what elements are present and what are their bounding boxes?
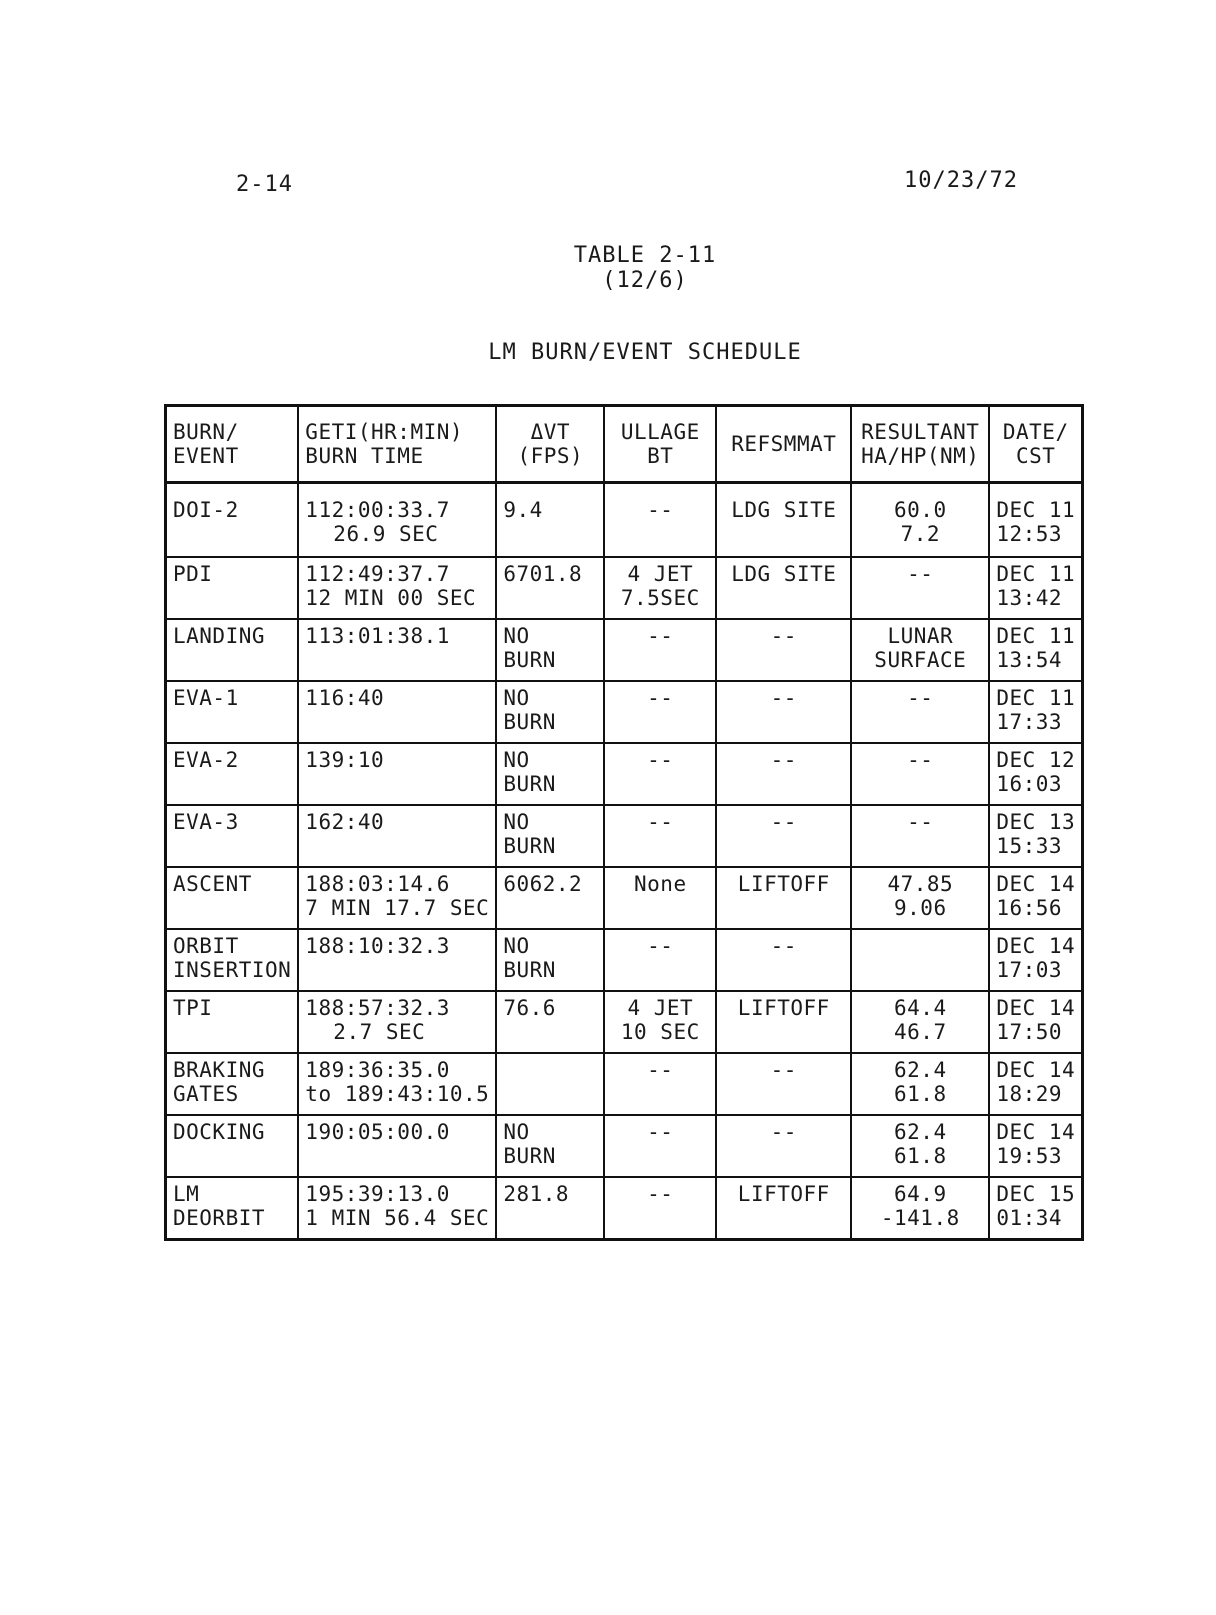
cell-date (989, 1053, 1082, 1115)
cell-line: BURN (503, 958, 556, 982)
table-header-row (166, 406, 1083, 483)
cell-line: -- (770, 810, 797, 834)
cell-line: None (634, 872, 687, 896)
cell-event (166, 743, 299, 805)
cell-geti (298, 743, 496, 805)
cell-line: 64.9 (894, 1182, 947, 1206)
cell-line: -- (907, 810, 934, 834)
cell-line: -- (647, 810, 674, 834)
table-row (166, 483, 1083, 558)
cell-resultant (851, 619, 989, 681)
cell-delta-v (496, 483, 604, 558)
cell-line: 62.4 (894, 1058, 947, 1082)
cell-line: -- (647, 498, 674, 522)
cell-line: -- (647, 1058, 674, 1082)
cell-line: 16:03 (996, 772, 1063, 796)
cell-geti (298, 867, 496, 929)
cell-line: to 189:43:10.5 (305, 1082, 490, 1106)
cell-delta-v (496, 557, 604, 619)
cell-line: -- (770, 934, 797, 958)
table-row (166, 1115, 1083, 1177)
cell-line: LIFTOFF (737, 1182, 830, 1206)
cell-ullage (604, 483, 716, 558)
cell-line: BURN (503, 1144, 556, 1168)
cell-line: 61.8 (894, 1082, 947, 1106)
cell-line: DEC 14 (996, 1058, 1076, 1082)
cell-resultant (851, 991, 989, 1053)
cell-line: 188:57:32.3 (305, 996, 450, 1020)
cell-line: 7.2 (900, 522, 941, 546)
cell-line: 4 JET (627, 562, 694, 586)
table-row (166, 743, 1083, 805)
cell-line: DEORBIT (173, 1206, 266, 1230)
cell-line: 189:36:35.0 (305, 1058, 450, 1082)
cell-line: 162:40 (305, 810, 385, 834)
cell-delta-v (496, 681, 604, 743)
cell-line: DEC 13 (996, 810, 1076, 834)
table-row (166, 991, 1083, 1053)
cell-line: 7.5SEC (620, 586, 700, 610)
cell-event (166, 681, 299, 743)
cell-line: DOCKING (173, 1120, 266, 1144)
header-refsmmat: REFSMMAT (716, 406, 851, 483)
cell-resultant (851, 483, 989, 558)
cell-event (166, 867, 299, 929)
cell-line: DOI-2 (173, 498, 239, 522)
cell-geti (298, 1115, 496, 1177)
cell-line: NO (503, 810, 530, 834)
cell-line: 17:33 (996, 710, 1063, 734)
cell-line: -- (647, 1182, 674, 1206)
cell-date (989, 619, 1082, 681)
cell-ullage (604, 929, 716, 991)
cell-ullage (604, 805, 716, 867)
cell-line: -- (647, 934, 674, 958)
cell-line: DEC 14 (996, 872, 1076, 896)
cell-line: TPI (173, 996, 213, 1020)
cell-line: 01:34 (996, 1206, 1063, 1230)
cell-line: 139:10 (305, 748, 385, 772)
cell-date (989, 483, 1082, 558)
header-date: DATE/ CST (989, 406, 1082, 483)
cell-ullage (604, 1115, 716, 1177)
cell-refsmmat (716, 1053, 851, 1115)
cell-line: BRAKING (173, 1058, 266, 1082)
table-row (166, 805, 1083, 867)
cell-ullage (604, 867, 716, 929)
cell-delta-v (496, 805, 604, 867)
cell-line: SURFACE (874, 648, 967, 672)
cell-line: LDG SITE (731, 498, 837, 522)
cell-line: 12 MIN 00 SEC (305, 586, 477, 610)
cell-date (989, 743, 1082, 805)
cell-line: 6701.8 (503, 562, 583, 586)
cell-line: -- (770, 624, 797, 648)
cell-line: BURN (503, 648, 556, 672)
cell-resultant (851, 805, 989, 867)
cell-resultant (851, 929, 989, 991)
cell-line: -- (770, 1058, 797, 1082)
cell-line: -- (647, 1120, 674, 1144)
cell-geti (298, 1053, 496, 1115)
cell-line: 26.9 SEC (333, 522, 439, 546)
table-row (166, 557, 1083, 619)
cell-line: 116:40 (305, 686, 385, 710)
cell-line: 6062.2 (503, 872, 583, 896)
cell-line: 12:53 (996, 522, 1063, 546)
cell-refsmmat (716, 991, 851, 1053)
cell-line: -- (647, 748, 674, 772)
table-body (166, 483, 1083, 1240)
cell-line: 4 JET (627, 996, 694, 1020)
cell-line: DEC 15 (996, 1182, 1076, 1206)
cell-resultant (851, 557, 989, 619)
cell-line: 17:03 (996, 958, 1063, 982)
cell-date (989, 1177, 1082, 1240)
cell-ullage (604, 619, 716, 681)
cell-line: 46.7 (894, 1020, 947, 1044)
cell-line: -- (907, 748, 934, 772)
page-number: 2-14 (236, 172, 293, 197)
cell-line: 61.8 (894, 1144, 947, 1168)
cell-date (989, 681, 1082, 743)
cell-line: NO (503, 1120, 530, 1144)
cell-line: 47.85 (887, 872, 954, 896)
cell-line: 1 MIN 56.4 SEC (305, 1206, 490, 1230)
cell-line: LDG SITE (731, 562, 837, 586)
cell-line: 112:49:37.7 (305, 562, 450, 586)
cell-resultant (851, 1115, 989, 1177)
cell-line: LUNAR (887, 624, 954, 648)
cell-line: 10 SEC (620, 1020, 700, 1044)
cell-line: EVA-1 (173, 686, 239, 710)
cell-date (989, 557, 1082, 619)
cell-delta-v (496, 929, 604, 991)
cell-event (166, 557, 299, 619)
cell-line: DEC 12 (996, 748, 1076, 772)
cell-line: 7 MIN 17.7 SEC (305, 896, 490, 920)
cell-geti (298, 991, 496, 1053)
cell-delta-v (496, 1115, 604, 1177)
cell-event (166, 929, 299, 991)
cell-line: 13:54 (996, 648, 1063, 672)
cell-ullage (604, 743, 716, 805)
cell-line: -- (647, 624, 674, 648)
cell-line: 9.4 (503, 498, 543, 522)
cell-line: 15:33 (996, 834, 1063, 858)
cell-line: 9.06 (894, 896, 947, 920)
cell-geti (298, 681, 496, 743)
cell-line: 18:29 (996, 1082, 1063, 1106)
cell-line: INSERTION (173, 958, 292, 982)
cell-resultant (851, 1053, 989, 1115)
cell-date (989, 867, 1082, 929)
cell-refsmmat (716, 483, 851, 558)
cell-geti (298, 483, 496, 558)
cell-line: 13:42 (996, 586, 1063, 610)
cell-event (166, 805, 299, 867)
cell-line: ORBIT (173, 934, 239, 958)
cell-refsmmat (716, 867, 851, 929)
cell-line: BURN (503, 834, 556, 858)
cell-geti (298, 805, 496, 867)
cell-date (989, 805, 1082, 867)
cell-line: 190:05:00.0 (305, 1120, 450, 1144)
cell-line: DEC 11 (996, 498, 1076, 522)
cell-geti (298, 929, 496, 991)
cell-line: DEC 11 (996, 624, 1076, 648)
cell-line: 113:01:38.1 (305, 624, 450, 648)
cell-line: 281.8 (503, 1182, 570, 1206)
cell-line: -- (770, 686, 797, 710)
cell-line: EVA-3 (173, 810, 239, 834)
cell-resultant (851, 743, 989, 805)
cell-line: DEC 14 (996, 934, 1076, 958)
cell-line: LM (173, 1182, 200, 1206)
cell-delta-v (496, 991, 604, 1053)
cell-geti (298, 1177, 496, 1240)
cell-line: -- (647, 686, 674, 710)
cell-line: BURN (503, 710, 556, 734)
cell-line: DEC 14 (996, 996, 1076, 1020)
table-row (166, 867, 1083, 929)
cell-refsmmat (716, 557, 851, 619)
page-date: 10/23/72 (904, 168, 1018, 193)
table-row (166, 1053, 1083, 1115)
table-row (166, 619, 1083, 681)
cell-line: 60.0 (894, 498, 947, 522)
cell-ullage (604, 991, 716, 1053)
cell-ullage (604, 1053, 716, 1115)
cell-line: LANDING (173, 624, 266, 648)
table-number: TABLE 2-11 (573, 243, 717, 268)
cell-line: DEC 11 (996, 562, 1076, 586)
cell-line: GATES (173, 1082, 239, 1106)
table-row (166, 681, 1083, 743)
cell-line: NO (503, 686, 530, 710)
table-row (166, 929, 1083, 991)
cell-event (166, 1053, 299, 1115)
cell-delta-v (496, 867, 604, 929)
cell-line: 188:03:14.6 (305, 872, 450, 896)
table-revision: (12/6) (602, 268, 688, 293)
cell-date (989, 1115, 1082, 1177)
cell-date (989, 991, 1082, 1053)
cell-ullage (604, 681, 716, 743)
cell-line: 64.4 (894, 996, 947, 1020)
cell-refsmmat (716, 681, 851, 743)
header-event: BURN/ EVENT (166, 406, 299, 483)
cell-line: 17:50 (996, 1020, 1063, 1044)
cell-line: PDI (173, 562, 213, 586)
header-delta-v: ΔVT (FPS) (496, 406, 604, 483)
table-heading: LM BURN/EVENT SCHEDULE (488, 340, 802, 365)
cell-delta-v (496, 743, 604, 805)
cell-ullage (604, 557, 716, 619)
header-resultant: RESULTANT HA/HP(NM) (851, 406, 989, 483)
cell-line: 2.7 SEC (333, 1020, 426, 1044)
cell-line: DEC 14 (996, 1120, 1076, 1144)
cell-line: NO (503, 934, 530, 958)
cell-line: 62.4 (894, 1120, 947, 1144)
header-ullage: ULLAGE BT (604, 406, 716, 483)
cell-line: ASCENT (173, 872, 252, 896)
cell-line: -- (907, 686, 934, 710)
cell-line: 19:53 (996, 1144, 1063, 1168)
cell-line: 188:10:32.3 (305, 934, 450, 958)
cell-refsmmat (716, 1115, 851, 1177)
cell-line: DEC 11 (996, 686, 1076, 710)
cell-event (166, 991, 299, 1053)
cell-event (166, 483, 299, 558)
cell-ullage (604, 1177, 716, 1240)
header-geti: GETI(HR:MIN) BURN TIME (298, 406, 496, 483)
cell-line: -141.8 (880, 1206, 960, 1230)
table-row (166, 1177, 1083, 1240)
cell-geti (298, 557, 496, 619)
cell-line: -- (770, 1120, 797, 1144)
cell-delta-v (496, 1053, 604, 1115)
cell-line: -- (770, 748, 797, 772)
cell-geti (298, 619, 496, 681)
cell-refsmmat (716, 743, 851, 805)
cell-line: 195:39:13.0 (305, 1182, 450, 1206)
cell-line: 76.6 (503, 996, 556, 1020)
cell-line: NO (503, 624, 530, 648)
cell-line: NO (503, 748, 530, 772)
cell-event (166, 1177, 299, 1240)
cell-refsmmat (716, 619, 851, 681)
cell-line: -- (907, 562, 934, 586)
cell-event (166, 619, 299, 681)
cell-line: LIFTOFF (737, 996, 830, 1020)
cell-refsmmat (716, 805, 851, 867)
cell-date (989, 929, 1082, 991)
cell-resultant (851, 1177, 989, 1240)
cell-line: 16:56 (996, 896, 1063, 920)
cell-line: EVA-2 (173, 748, 239, 772)
cell-line: 112:00:33.7 (305, 498, 450, 522)
cell-delta-v (496, 1177, 604, 1240)
cell-event (166, 1115, 299, 1177)
cell-line: LIFTOFF (737, 872, 830, 896)
cell-refsmmat (716, 929, 851, 991)
burn-event-schedule-table (164, 404, 1084, 1241)
cell-resultant (851, 681, 989, 743)
cell-refsmmat (716, 1177, 851, 1240)
cell-delta-v (496, 619, 604, 681)
cell-line: BURN (503, 772, 556, 796)
cell-resultant (851, 867, 989, 929)
